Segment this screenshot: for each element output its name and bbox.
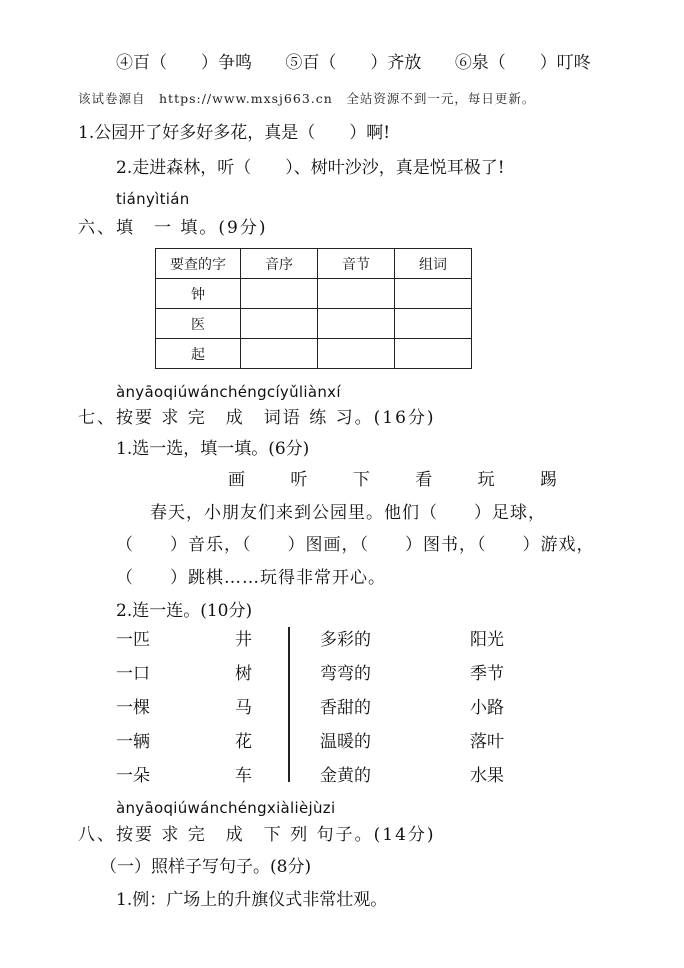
match-item[interactable]: 车 xyxy=(235,766,252,786)
match-col-object xyxy=(470,623,504,793)
table-header: 音节 xyxy=(318,249,395,279)
match-item[interactable]: 香甜的 xyxy=(320,698,371,718)
section7-pinyin: ànyāoqiúwánchéngcíyǔliànxí xyxy=(116,383,341,401)
match-item[interactable]: 一辆 xyxy=(116,732,150,752)
match-item[interactable]: 金黄的 xyxy=(320,766,371,786)
table-cell-blank[interactable] xyxy=(241,309,318,339)
word-option: 听 xyxy=(290,470,308,490)
match-divider xyxy=(288,627,290,782)
section7-title: 七、按要 求 完 成 词语 练 习。(16分) xyxy=(78,408,436,428)
section8-subtitle: （一）照样子写句子。(8分) xyxy=(100,857,312,877)
table-header-row xyxy=(156,249,472,279)
table-cell-blank[interactable] xyxy=(241,279,318,309)
match-item[interactable]: 季节 xyxy=(470,664,504,684)
match-item[interactable]: 一棵 xyxy=(116,698,150,718)
section6-pinyin: tiányìtián xyxy=(116,190,190,208)
idiom-item: ④百（ ）争鸣 xyxy=(116,53,252,73)
paragraph-line-2: （ ）音乐，（ ）图画，（ ）图书，（ ）游戏， xyxy=(116,535,595,555)
table-cell-blank[interactable] xyxy=(395,309,472,339)
lookup-table xyxy=(155,248,472,369)
match-item[interactable]: 水果 xyxy=(470,766,504,786)
table-row xyxy=(156,339,472,369)
match-item[interactable]: 落叶 xyxy=(470,732,504,752)
paragraph-line-3: （ ）跳棋……玩得非常开心。 xyxy=(116,568,386,588)
fill-sentence-1: 1.公园开了好多好多花，真是（ ）啊! xyxy=(78,123,391,143)
table-cell-blank[interactable] xyxy=(318,279,395,309)
table-cell-blank[interactable] xyxy=(241,339,318,369)
table-cell-blank[interactable] xyxy=(318,339,395,369)
table-row xyxy=(156,279,472,309)
match-item[interactable]: 花 xyxy=(235,732,252,752)
table-header: 要查的字 xyxy=(156,249,241,279)
fill-sentence-2: 2.走进森林，听（ ）、树叶沙沙，真是悦耳极了! xyxy=(116,158,505,178)
section7-q1-title: 1.选一选，填一填。(6分) xyxy=(116,439,310,459)
match-item[interactable]: 一匹 xyxy=(116,630,150,650)
table-row xyxy=(156,309,472,339)
word-option: 下 xyxy=(352,470,370,490)
table-cell-blank[interactable] xyxy=(395,279,472,309)
match-item[interactable]: 小路 xyxy=(470,698,504,718)
word-option: 玩 xyxy=(477,470,495,490)
match-col-measure xyxy=(116,623,150,793)
table-cell: 医 xyxy=(156,309,241,339)
match-item[interactable]: 阳光 xyxy=(470,630,504,650)
table-header: 组词 xyxy=(395,249,472,279)
match-item[interactable]: 弯弯的 xyxy=(320,664,371,684)
match-item[interactable]: 树 xyxy=(235,664,252,684)
section8-pinyin: ànyāoqiúwánchéngxiàlièjùzi xyxy=(116,799,336,817)
match-item[interactable]: 马 xyxy=(235,698,252,718)
paragraph-line-1: 春天，小朋友们来到公园里。他们（ ）足球， xyxy=(150,503,546,523)
word-option: 画 xyxy=(228,470,245,490)
example-sentence: 1.例：广场上的升旗仪式非常壮观。 xyxy=(116,890,388,910)
word-options xyxy=(228,465,597,490)
match-item[interactable]: 多彩的 xyxy=(320,630,371,650)
match-item[interactable]: 温暖的 xyxy=(320,732,371,752)
table-cell: 起 xyxy=(156,339,241,369)
idiom-row xyxy=(116,48,619,73)
match-item[interactable]: 井 xyxy=(235,630,252,650)
match-item[interactable]: 一口 xyxy=(116,664,150,684)
section7-q2-title: 2.连一连。(10分) xyxy=(116,601,253,621)
table-cell-blank[interactable] xyxy=(318,309,395,339)
idiom-item: ⑥泉（ ）叮咚 xyxy=(454,53,591,73)
table-cell-blank[interactable] xyxy=(395,339,472,369)
match-item[interactable]: 一朵 xyxy=(116,766,150,786)
match-col-adjective xyxy=(320,623,371,793)
section8-title: 八、按要 求 完 成 下 列 句子。(14分) xyxy=(78,825,436,845)
table-cell: 钟 xyxy=(156,279,241,309)
match-col-noun xyxy=(235,623,252,793)
idiom-item: ⑤百（ ）齐放 xyxy=(285,53,422,73)
word-option: 看 xyxy=(415,470,433,490)
section6-title: 六、填 一 填。(9分) xyxy=(78,218,268,238)
source-note: 该试卷源自 https://www.mxsj663.cn 全站资源不到一元，每日更新。 xyxy=(78,91,536,106)
word-option: 踢 xyxy=(540,470,558,490)
table-header: 音序 xyxy=(241,249,318,279)
